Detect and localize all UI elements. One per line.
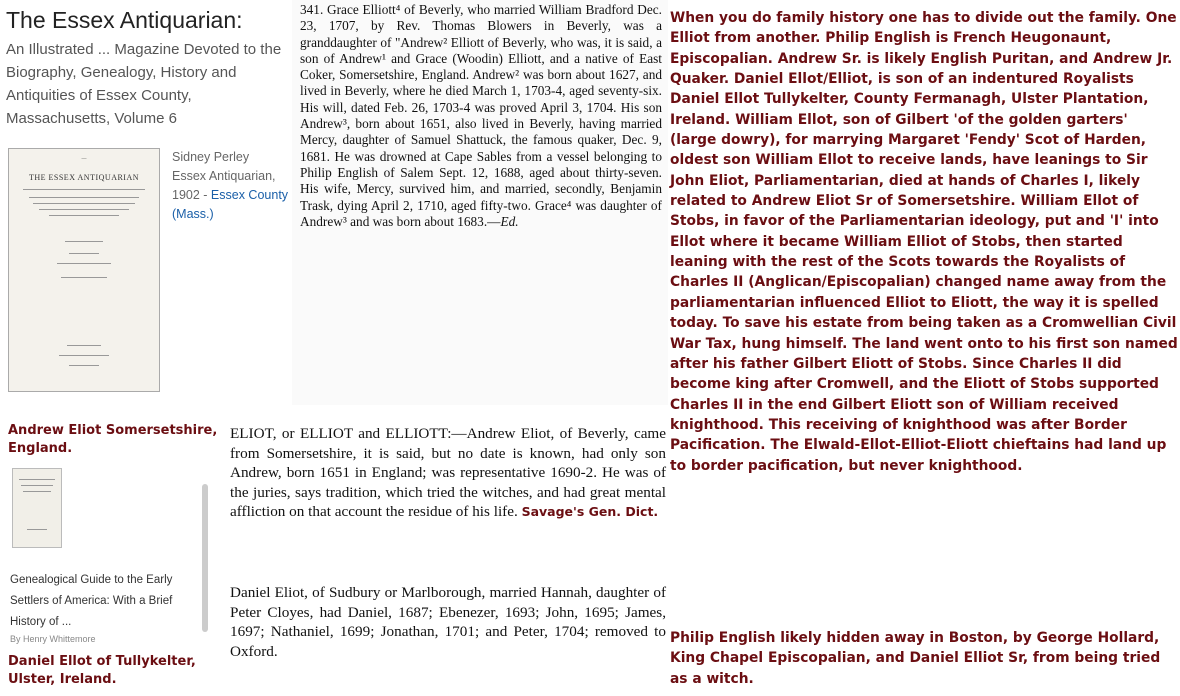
page-excerpt-body: 341. Grace Elliott⁴ of Beverly, who married William Bradford Dec. 23, 1707, by Rev. Thomas Blowers in Beverly, was a granddaughter of "Andrew² Elliott of Beverly, who was, it is said, a son of Andrew¹ and Grace (Woodin) Elliott, and a native of East Coker, Somersetshire, England. Andrew² was born about 1627, and lived in Beverly, where he died March 1, 1703-4, aged seventy-six. His will, dated Feb. 26, 1703-4 was proved April 3, 1704. His son Andrew³, born about 1651, also lived in Beverly, having married Mercy, daughter of Samuel Shattuck, the famous quaker, Dec. 9, 1681. He was drowned at Cape Sables from a vessel belonging to Philip English of Salem Sept. 12, 1688, aged about thirty-seven. His wife, Mercy, survived him, and married, secondly, Benjamin Trask, dying April 2, 1710, aged fifty-two. Grace⁴ was daughter of Andrew³ and was born about 1683.— [300,2,662,229]
annotation-label-tullykelter: Daniel Ellot of Tullykelter, Ulster, Ireland. [8,654,196,687]
dictionary-entry-daniel-eliot: Daniel Eliot, of Sudbury or Marlborough, married Hannah, daughter of Peter Cloyes, had Daniel, 1687; Ebenezer, 1693; John, 1695; James, 1697; Nathaniel, 1699; Jonathan, 1701; and Peter, 1704; removed to Oxford. [230,584,666,660]
subject-link[interactable]: Essex County (Mass.) [172,188,289,221]
cover-rule [33,203,135,204]
cover-title: THE ESSEX ANTIQUARIAN [28,173,140,182]
book-separator: - [199,188,211,202]
commentary-paragraph: When you do family history one has to divide out the family. One Elliot from another. Philip English is French Heugonaunt, Episcopalian. Andrew Sr. is likely English Puritan, and Andrew Jr. Quaker. Daniel Ellot/Elliot, is son of an indentured Royalists Daniel Ellot Tullykelter, County Fermanagh, Ulster Plantation, Ireland. William Ellot, son of Gilbert 'of the golden garters' (large dowry), for marrying Margaret 'Fendy' Scot of Harden, oldest son William Ellot to receive lands, have leanings to Sir John Eliot, Parliamentarian, died at hands of Charles I, likely related to Andrew Eliot Sr of Somersetshire. William Ellot of Stobs, in favor of the Parliamentarian ideology, put and 'I' into Ellot where it became William Elliot of Stobs, then started leaning with the rest of the Scots towards the Royalists of Charles II (Anglican/Episcopalian) changed name away from the parliamentarian influenced Elliot to Eliott, the way it is spelled today. To save his estate from being taken as a Cromwellian Civil War Tax, hung himself. The land went onto to his first son named after his father Gilbert Eliott of Stobs. Since Charles II did become king after Cromwell, and the Eliott of Stobs supported Charles II in the end Gilbert Eliott son of William received knighthood. This receiving of knighthood was after Border Pacification. The Elwald-Ellot-Elliot-Eliott chieftains had land up to border pacification, but never knighthood. [670,10,1178,474]
book-title[interactable]: The Essex Antiquarian: [6,7,243,33]
cover-rule [69,253,99,254]
cover-rule [57,263,111,264]
book-year-line [172,186,292,224]
cover-rule [23,491,51,492]
book-publication: Essex Antiquarian, [172,169,276,183]
cover-rule [67,345,101,346]
cover-rule [65,241,103,242]
cover-rule [23,189,145,190]
cover-rule [21,485,53,486]
cover-rule [27,529,47,530]
cover-rule [49,215,119,216]
dictionary-entry-text: ELIOT, or ELLIOT and ELLIOTT:—Andrew Eliot, of Beverly, came from Somersetshire, it is said, but no date is known, had only son Andrew, born 1651 in England; was representative 1690-2. He was of the juries, says tradition, which tried the witches, and had great mental affliction on that account the residue of his life. [230,425,666,520]
scanned-page-excerpt [292,0,668,405]
commentary-closing: Philip English likely hidden away in Boston, by George Hollard, King Chapel Episcopalian, and Daniel Elliot Sr, from being tried as a witch. [670,630,1161,687]
book-title[interactable]: Genealogical Guide to the Early Settlers of America: With a Brief History of ... [10,574,173,628]
book-cover-image[interactable] [8,148,160,392]
scanned-dictionary-excerpt [218,405,668,696]
editor-mark: Ed. [500,213,519,229]
book-metadata [172,148,292,224]
cover-rule [39,209,129,210]
book-cover-thumbnail[interactable] [12,468,62,548]
cover-rule [61,277,107,278]
page-excerpt-text [300,2,662,230]
book-subtitle: An Illustrated ... Magazine Devoted to the Biography, Genealogy, History and Antiquities of Essex County, Massachusetts, Volume 6 [6,41,282,127]
cover-rule [19,479,55,480]
book-year: 1902 [172,188,200,202]
annotation-label-somerset: Andrew Eliot Somersetshire, England. [8,423,218,456]
cover-rule [29,197,139,198]
dictionary-entry-andrew-eliot [230,424,666,522]
scrollbar[interactable] [202,484,208,632]
book-author: Sidney Perley [172,150,250,164]
source-citation: Savage's Gen. Dict. [521,504,659,519]
cover-rule [59,355,109,356]
cover-rule [69,365,99,366]
book-author: By Henry Whittemore [10,634,96,644]
cover-volume-mark: — [81,157,87,162]
